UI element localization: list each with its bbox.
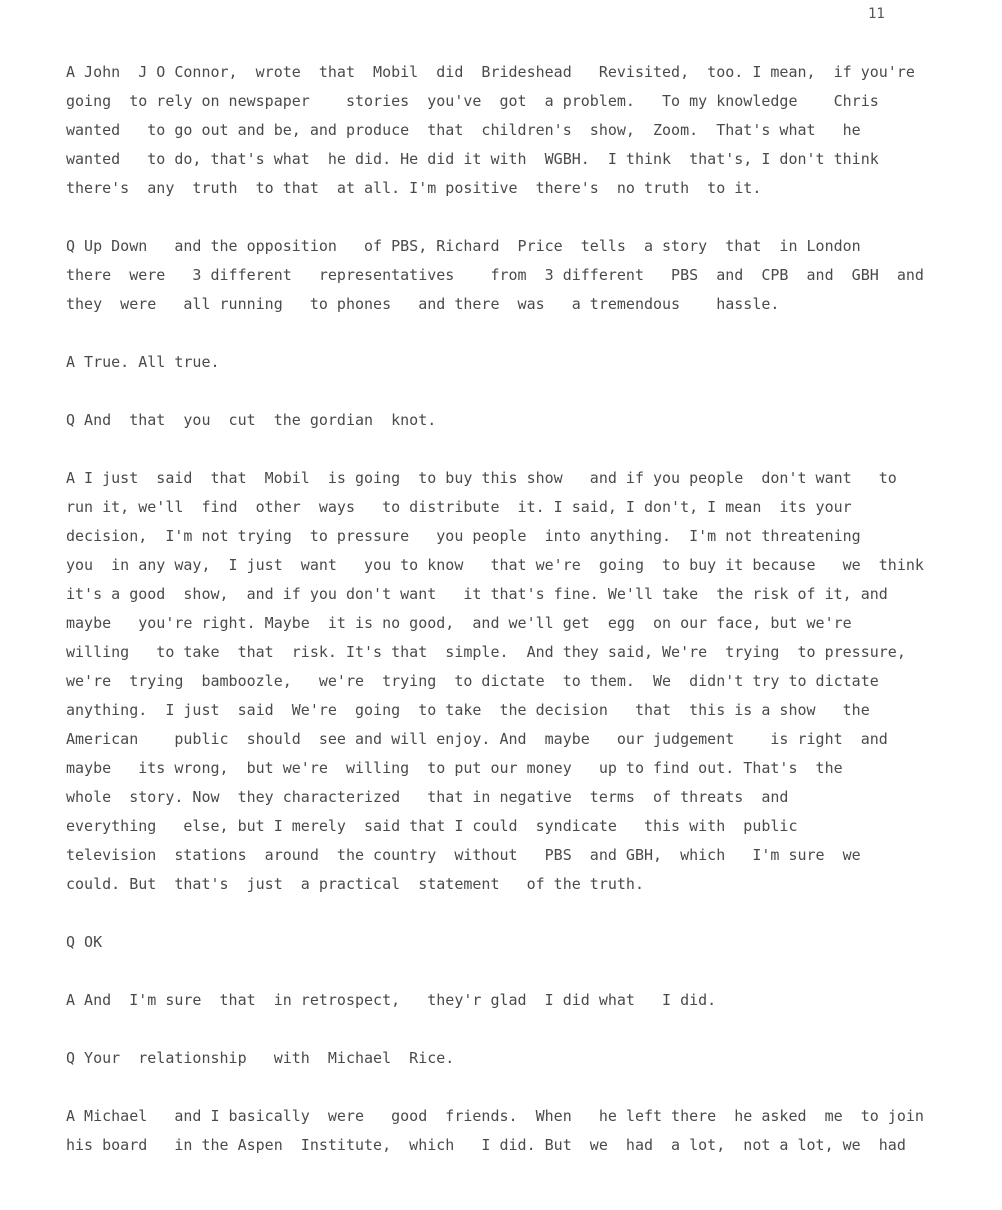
paragraph-7 — [66, 986, 946, 1015]
text-line: American public should see and will enjoy. And maybe our judgement is right and — [66, 730, 888, 748]
paragraph-8 — [66, 1044, 946, 1073]
text-line: you in any way, I just want you to know that we're going to buy it because we think — [66, 556, 924, 574]
paragraph-9 — [66, 1102, 946, 1160]
text-line: A John J O Connor, wrote that Mobil did Brideshead Revisited, too. I mean, if you're — [66, 63, 915, 81]
paragraph-1 — [66, 58, 946, 203]
text-line: whole story. Now they characterized that in negative terms of threats and — [66, 788, 789, 806]
text-line: Q OK — [66, 933, 103, 951]
text-line: willing to take that risk. It's that simple. And they said, We're trying to pressure, — [66, 643, 906, 661]
text-line: A And I'm sure that in retrospect, they'r glad I did what I did. — [66, 991, 717, 1009]
text-line: could. But that's just a practical statement of the truth. — [66, 875, 644, 893]
text-line: his board in the Aspen Institute, which I did. But we had a lot, not a lot, we had — [66, 1136, 906, 1154]
paragraph-6 — [66, 928, 946, 957]
text-line: television stations around the country without PBS and GBH, which I'm sure we — [66, 846, 861, 864]
text-line: run it, we'll find other ways to distribute it. I said, I don't, I mean its your — [66, 498, 852, 516]
paragraph-4 — [66, 406, 946, 435]
paragraph-2 — [66, 232, 946, 319]
text-line: everything else, but I merely said that I could syndicate this with public — [66, 817, 798, 835]
interview-transcript — [66, 58, 946, 1189]
paragraph-3 — [66, 348, 946, 377]
text-line: maybe you're right. Maybe it is no good, and we'll get egg on our face, but we're — [66, 614, 852, 632]
text-line: we're trying bamboozle, we're trying to dictate to them. We didn't try to dictate — [66, 672, 879, 690]
text-line: anything. I just said We're going to take the decision that this is a show the — [66, 701, 870, 719]
text-line: they were all running to phones and there was a tremendous hassle. — [66, 295, 780, 313]
text-line: Q And that you cut the gordian knot. — [66, 411, 437, 429]
paragraph-5 — [66, 464, 946, 899]
text-line: Q Your relationship with Michael Rice. — [66, 1049, 455, 1067]
text-line: A Michael and I basically were good friends. When he left there he asked me to join — [66, 1107, 924, 1125]
text-line: going to rely on newspaper stories you've got a problem. To my knowledge Chris — [66, 92, 879, 110]
text-line: A I just said that Mobil is going to buy this show and if you people don't want to — [66, 469, 897, 487]
text-line: there's any truth to that at all. I'm positive there's no truth to it. — [66, 179, 762, 197]
text-line: A True. All true. — [66, 353, 220, 371]
text-line: wanted to go out and be, and produce that children's show, Zoom. That's what he — [66, 121, 861, 139]
page-number: 11 — [868, 6, 885, 22]
text-line: Q Up Down and the opposition of PBS, Richard Price tells a story that in London — [66, 237, 861, 255]
text-line: it's a good show, and if you don't want it that's fine. We'll take the risk of it, and — [66, 585, 888, 603]
text-line: wanted to do, that's what he did. He did it with WGBH. I think that's, I don't think — [66, 150, 879, 168]
text-line: decision, I'm not trying to pressure you people into anything. I'm not threatening — [66, 527, 861, 545]
text-line: there were 3 different representatives from 3 different PBS and CPB and GBH and — [66, 266, 924, 284]
text-line: maybe its wrong, but we're willing to put our money up to find out. That's the — [66, 759, 843, 777]
